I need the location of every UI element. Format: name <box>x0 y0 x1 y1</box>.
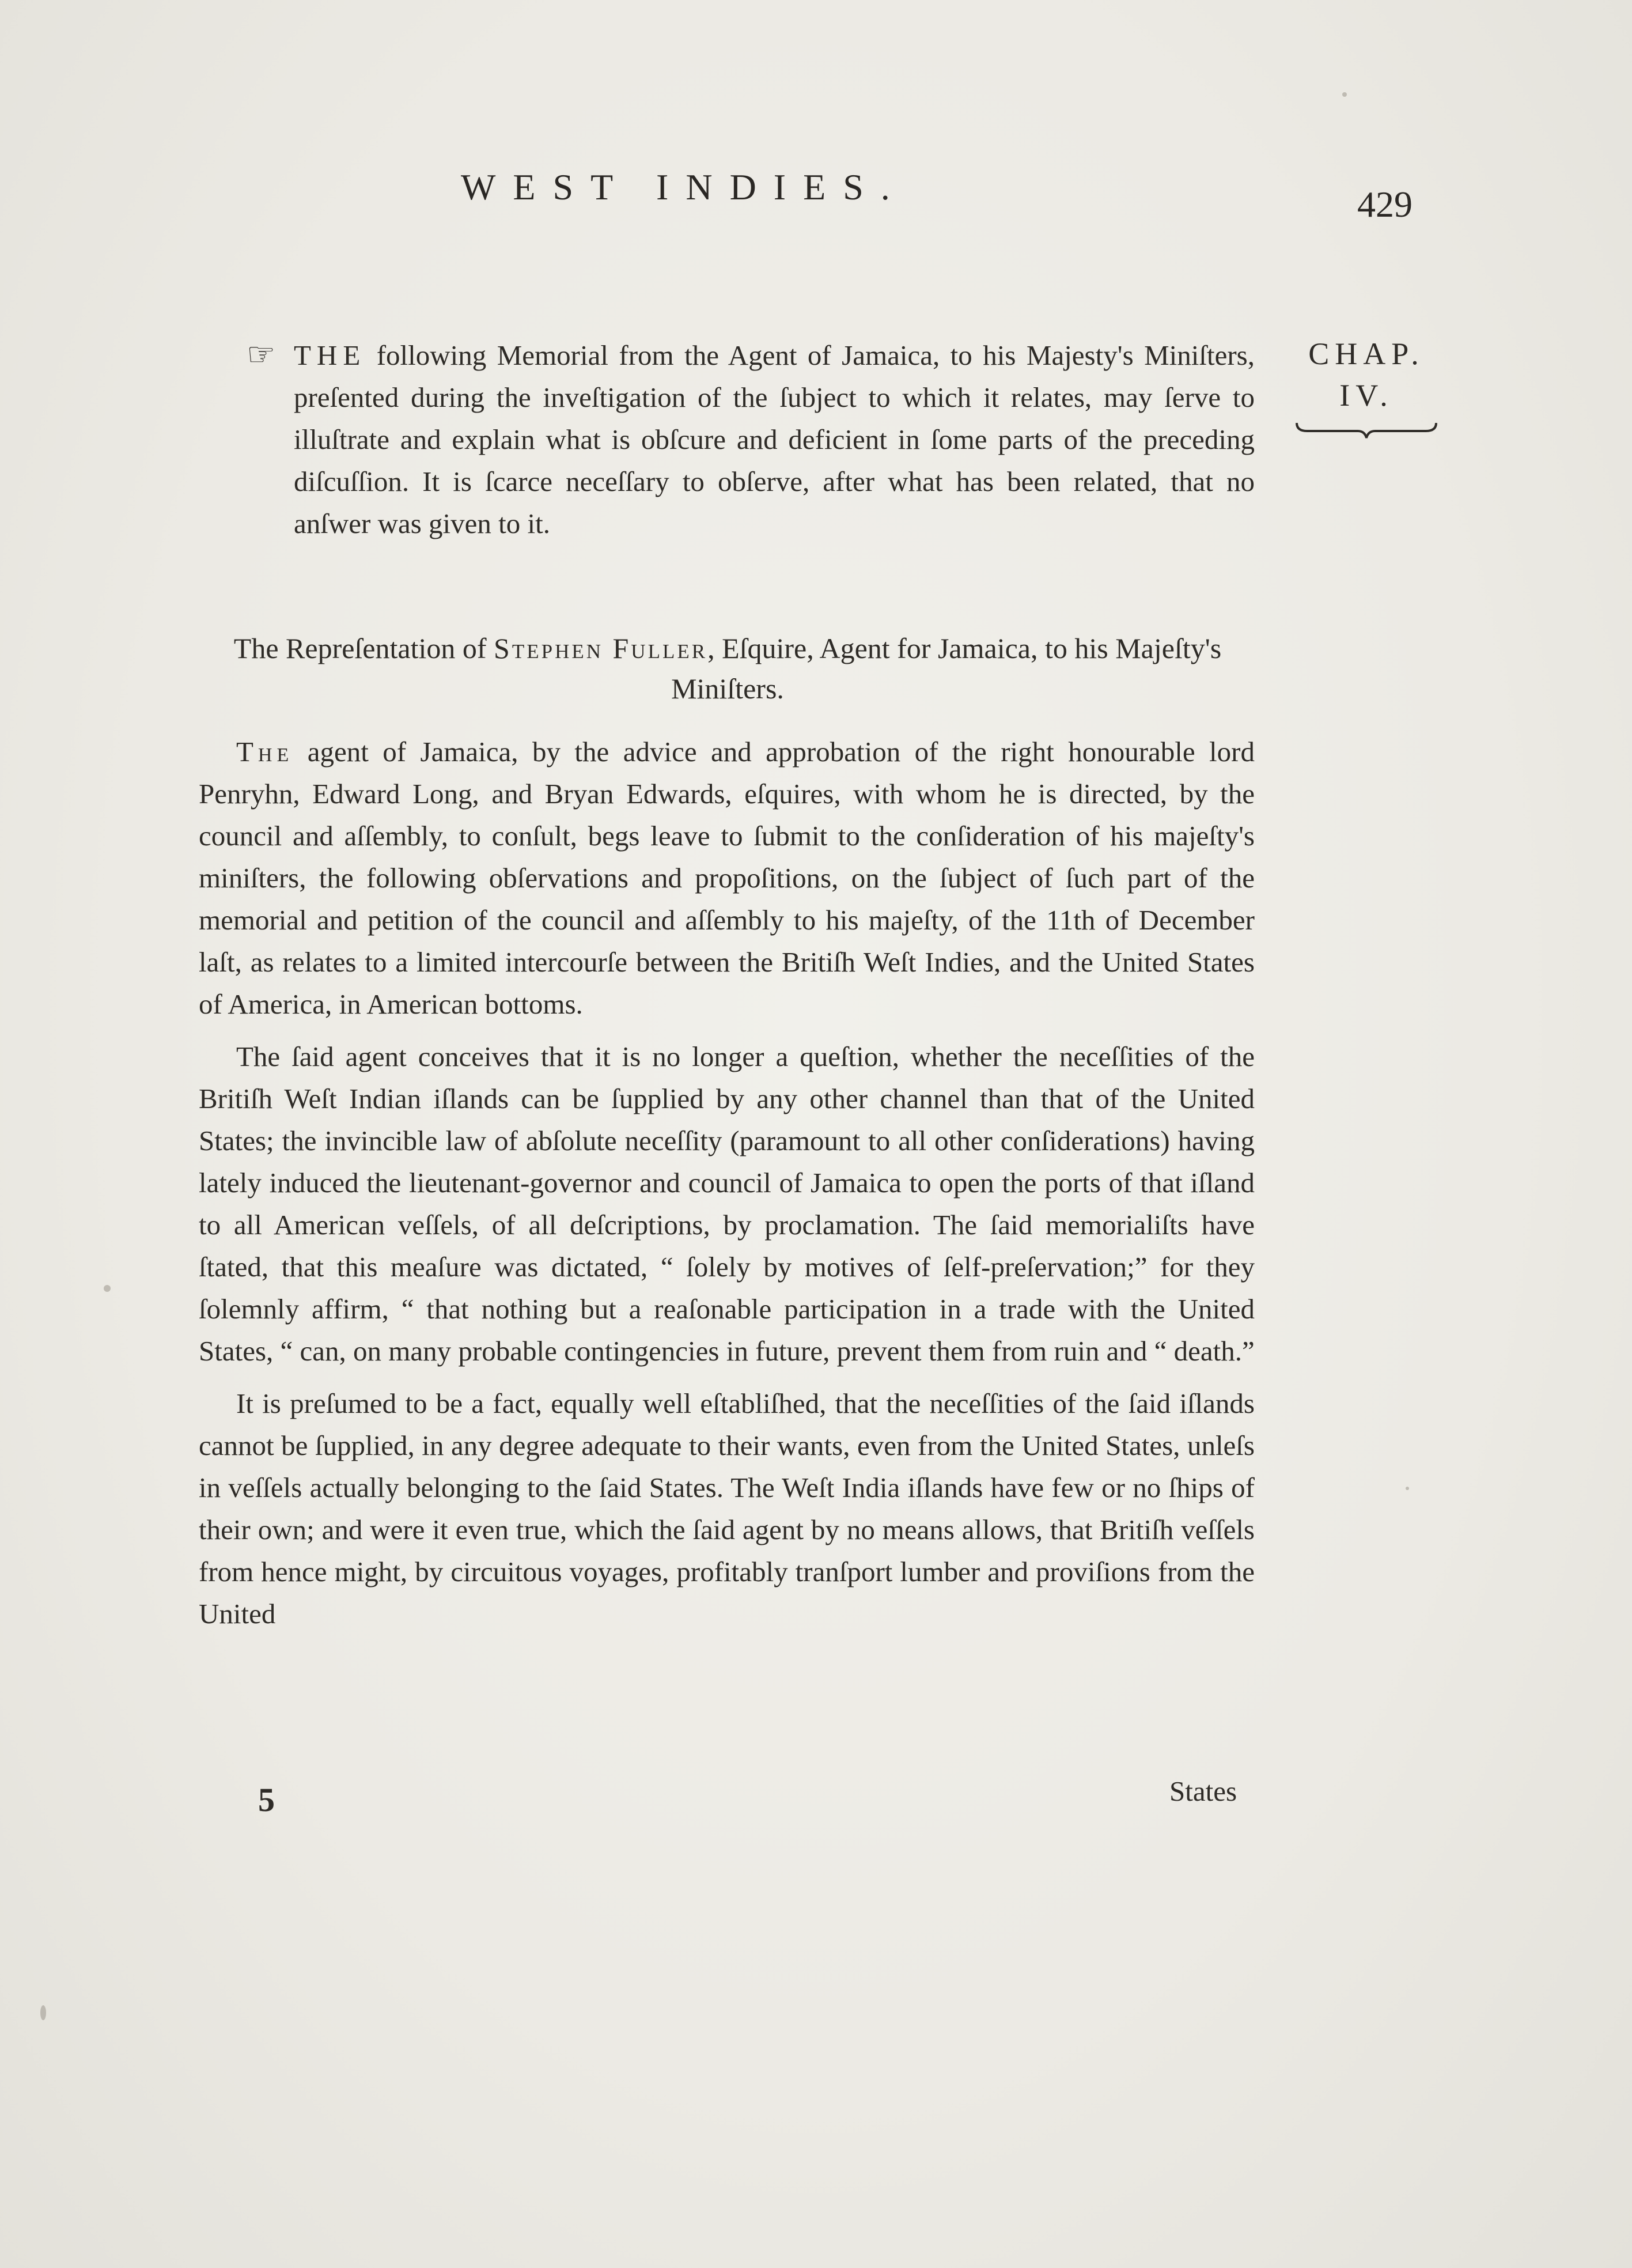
pointing-hand-icon: ☞ <box>247 337 276 373</box>
intro-lead-word: THE <box>294 339 366 371</box>
paper-speck <box>40 2005 46 2020</box>
paper-speck <box>1342 92 1347 97</box>
chapter-label: CHAP. <box>1308 337 1425 371</box>
paragraph-text: The ſaid agent conceives that it is no longer a queſtion, whether the neceſſities of the Britiſh Weſt Indian iſlands can be ſupplied by any other channel than that of the United States; the invincible law of abſolute neceſſity (paramount to all other conſiderations) having lately induced the lieutenant-governor and council of Jamaica to open the ports of that iſland to all American veſſels, of all deſcriptions, by proclamation. The ſaid memorialiſts have ſtated, that this meaſure was dictated, “ ſolely by motives of ſelf-preſervation;” for they ſolemnly affirm, “ that nothing but a reaſonable participation in a trade with the United States, “ can, on many probable contingencies in future, prevent them from ruin and “ death.” <box>199 1041 1255 1367</box>
paragraph-text: It is preſumed to be a fact, equally well eſtabliſhed, that the neceſſities of the ſaid iſlands cannot be ſupplied, in any degree adequate to their wants, even from the United States, unleſs in veſſels actually belonging to the ſaid States. The Weſt India iſlands have few or no ſhips of their own; and were it even true, which the ſaid agent by no means allows, that Britiſh veſſels from hence might, by circuitous voyages, profitably tranſport lumber and proviſions from the United <box>199 1388 1255 1630</box>
signature-mark: 5 <box>258 1781 275 1819</box>
chapter-number: IV. <box>1339 378 1394 413</box>
paper-speck <box>1406 1487 1409 1490</box>
page-number: 429 <box>1357 184 1413 225</box>
representation-title-after: , Eſquire, Agent for Jamaica, to his Majeſty's Miniſters. <box>671 632 1222 705</box>
paragraph <box>199 731 1255 1025</box>
representation-title <box>200 628 1255 709</box>
intro-note <box>247 334 1255 545</box>
intro-text: following Memorial from the Agent of Jamaica, to his Majesty's Miniſters, preſented during the inveſtigation of the ſubject to which it relates, may ſerve to illuſtrate and explain what is obſcure and deficient in ſome parts of the preceding diſcuſſion. It is ſcarce neceſſary to obſerve, after what has been related, that no anſwer was given to it. <box>294 339 1255 539</box>
memorial-body <box>199 731 1255 1645</box>
paragraph-text: agent of Jamaica, by the advice and approbation of the right honourable lord Penryhn, Edward Long, and Bryan Edwards, eſquires, with whom he is directed, by the council and aſſembly, to conſult, begs leave to ſubmit to the conſideration of his majeſty's miniſters, the following obſervations and propoſitions, on the ſubject of ſuch part of the memorial and petition of the council and aſſembly to his majeſty, of the 11th of December laſt, as relates to a limited intercourſe between the Britiſh Weſt Indies, and the United States of America, in American bottoms. <box>199 736 1255 1020</box>
chapter-marginal-note <box>1280 333 1453 440</box>
agent-name: Stephen Fuller <box>494 632 708 664</box>
paragraph <box>199 1382 1255 1635</box>
representation-title-before: The Repreſentation of <box>233 632 494 664</box>
paragraph <box>199 1035 1255 1372</box>
chapter-brace-ornament <box>1294 421 1438 440</box>
catchword: States <box>1169 1775 1237 1807</box>
paragraph-lead-word: The <box>236 736 294 768</box>
running-head: WEST INDIES. <box>461 167 907 207</box>
paper-speck <box>104 1285 111 1292</box>
